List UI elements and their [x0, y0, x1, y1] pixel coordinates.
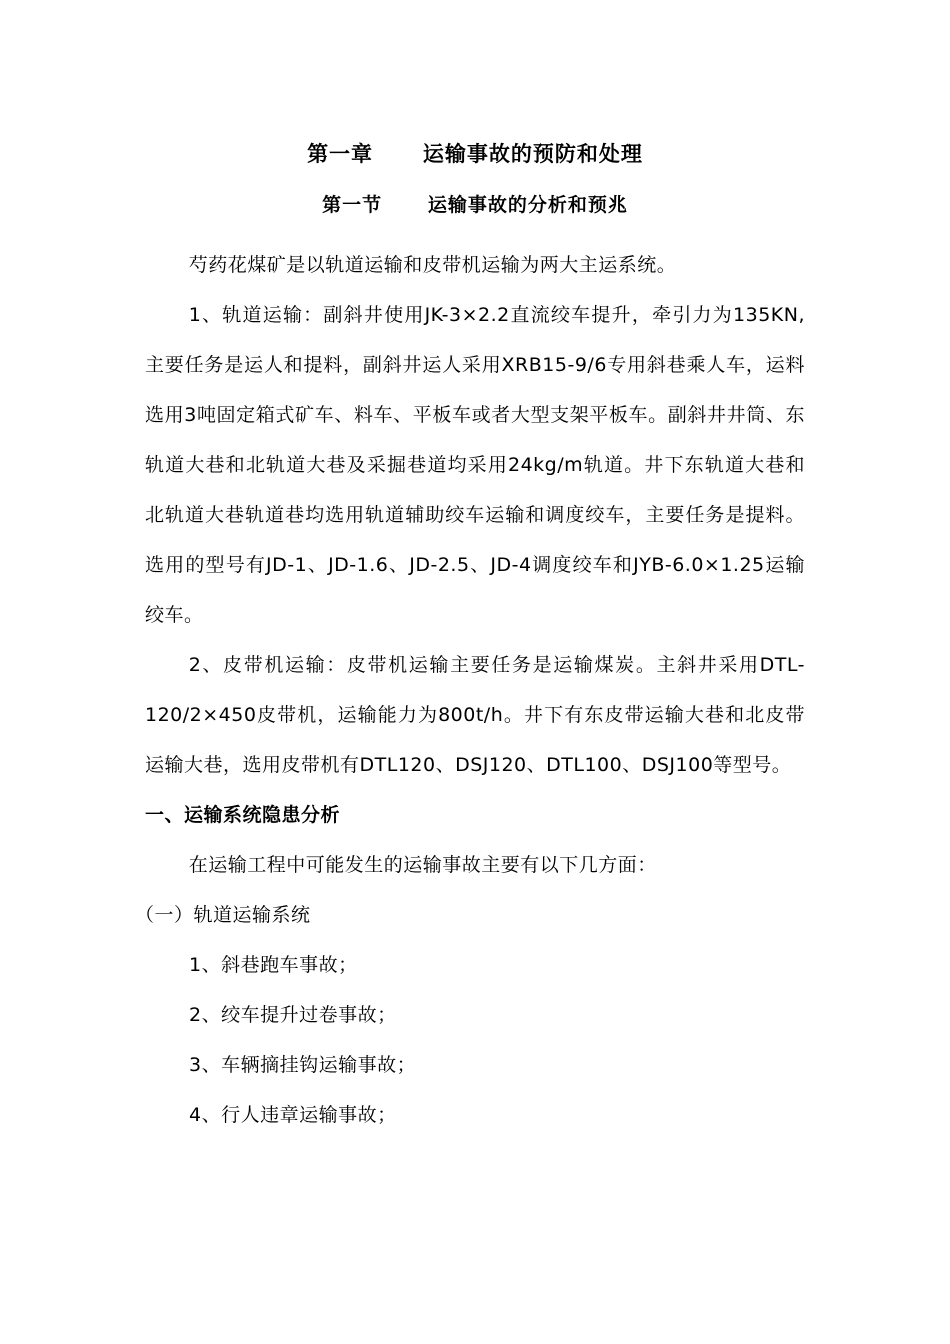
chapter-title: 第一章 运输事故的预防和处理	[307, 142, 643, 166]
paragraph-belt-transport: 2、皮带机运输：皮带机运输主要任务是运输煤炭。主斜井采用DTL-120/2×450皮带机，运输能力为800t/h。井下有东皮带运输大巷和北皮带运输大巷，选用皮带机有DTL120、DSJ120、DTL100、DSJ100等型号。	[145, 654, 805, 776]
paragraph-accident-types: 在运输工程中可能发生的运输事故主要有以下几方面：	[188, 854, 657, 876]
list-item: 2、绞车提升过卷事故；	[189, 1004, 397, 1026]
list-item: 3、车辆摘挂钩运输事故；	[189, 1054, 417, 1076]
list-item: 4、行人违章运输事故；	[189, 1104, 397, 1126]
paragraph-rail-transport: 1、轨道运输：副斜井使用JK-3×2.2直流绞车提升，牵引力为135KN,主要任务是运人和提料，副斜井运人采用XRB15-9/6专用斜巷乘人车，运料选用3吨固定箱式矿车、料车、平板车或者大型支架平板车。副斜井井筒、东轨道大巷和北轨道大巷及采掘巷道均采用24kg/m轨道。井下东轨道大巷和北轨道大巷轨道巷均选用轨道辅助绞车运输和调度绞车，主要任务是提料。选用的型号有JD-1、JD-1.6、JD-2.5、JD-4调度绞车和JYB-6.0×1.25运输绞车。	[145, 304, 805, 626]
paragraph-intro: 芍药花煤矿是以轨道运输和皮带机运输为两大主运系统。	[188, 254, 677, 276]
heading-hazard-analysis: 一、运输系统隐患分析	[145, 804, 341, 826]
section-title: 第一节 运输事故的分析和预兆	[322, 194, 628, 216]
document-body	[135, 140, 805, 1140]
subheading-rail-system: （一）轨道运输系统	[135, 904, 311, 926]
list-item: 1、斜巷跑车事故；	[189, 954, 358, 976]
